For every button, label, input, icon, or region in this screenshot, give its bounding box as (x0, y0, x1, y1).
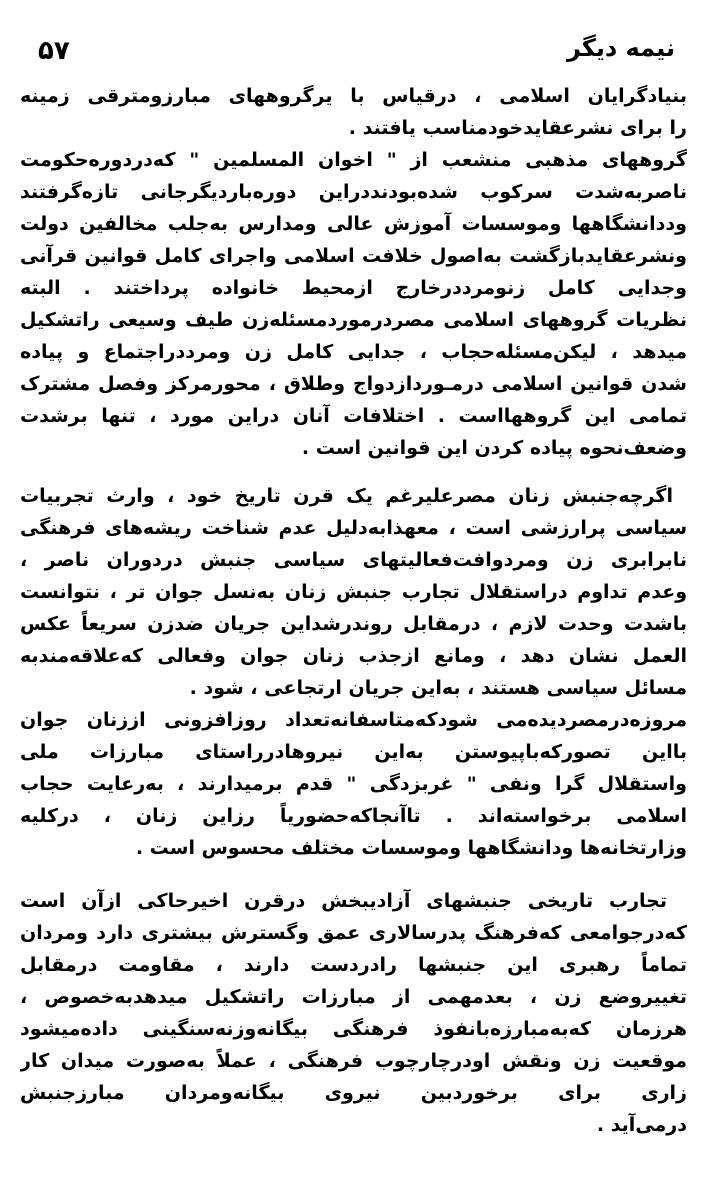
text-line: زاری برای برخوردبین نیروی بیگانەومردان مبارزجنبش (20, 1082, 687, 1104)
running-title: نیمه دیگر (566, 34, 675, 62)
text-line: ونشرعقایدبازگشت بەاصول خلافت اسلامی واجرای کامل قوانین قرآنی (20, 245, 687, 267)
text-line: گروههای مذهبی منشعب از " اخوان المسلمین " کەدردورەحکومت (20, 149, 687, 171)
text-line: باشدت وحدت لازم ، درمقابل روندرشداین جریان ضدزن سریعاً عکس (20, 613, 687, 635)
text-line: بااین تصورکەباپیوستن بەاین نیروهادرراستای مبارزات ملی (20, 741, 687, 763)
text-line: کەدرجوامعی کەفرهنگ پدرسالاری عمق وگسترش بیشتری دارد ومردان (20, 922, 687, 944)
text-line: مسائل سیاسی هستند ، بەاین جریان ارتجاعی ، شود . (189, 677, 687, 699)
text-line: وجدایی کامل زنومرددرخارج ازمحیط خانوادە پرداختند . البتە (20, 277, 687, 299)
text-line: نظریات گروههای اسلامی مصردرموردمسئلەزن طیف وسیعی راتشکیل (20, 309, 687, 331)
text-line: موقعیت زن ونقش اودرچارچوب فرهنگی ، عملاً بەصورت میدان کار (20, 1050, 687, 1072)
text-line: واستقلال گرا ونفی " غربزدگی " قدم برمیدارند ، بەرعایت حجاب (20, 773, 687, 795)
text-line: سیاسی پرارزشی است ، معهذابەدلیل عدم شناخت ریشەهای فرهنگی (20, 517, 687, 539)
text-line: ناصربەشدت سرکوب شدەبودنددراین دورەباردیگرجانی تازەگرفتند (20, 181, 687, 203)
text-line: تمامی این گروههااست . اختلافات آنان دراین مورد ، تنها برشدت (20, 405, 687, 427)
text-line: مروزەدرمصردیدەمی شودکەمتاسفانەتعداد روزافزونی اززنان جوان (20, 709, 687, 731)
text-line: درمی‌آید . (596, 1114, 687, 1136)
text-line: وزارتخانەها ودانشگاهها وموسسات مختلف محسوس است . (135, 837, 687, 859)
text-line: تغییروضع زن ، بعدمهمی از مبارزات راتشکیل میدهدبەخصوص ، (20, 986, 687, 1008)
text-line: نابرابری زن ومردوافت‌فعالیتهای سیاسی جنبش دردوران ناصر ، (20, 549, 687, 571)
page-header (20, 14, 687, 66)
text-line: اسلامی برخواستەاند . تاآنجاکەحضوریاً رزاین زنان ، درکلیە (20, 805, 687, 827)
text-line: وعدم تداوم دراستقلال تجارب جنبش زنان بەنسل جوان تر ، نتوانست (20, 581, 687, 603)
page-number: ۵۷ (38, 36, 70, 66)
text-line: میدهد ، لیکن‌مسئلەحجاب ، جدایی کامل زن ومرددراجتماع و پیادە (20, 341, 687, 363)
text-line: تماماً رهبری این جنبشها رادردست دارند ، مقاومت درمقابل (20, 954, 687, 976)
text-line: وددانشگاهها وموسسات آموزش عالی ومدارس بەجلب مخالفین دولت (20, 213, 687, 235)
text-line: اگرچەجنبش زنان مصرعلیرغم یک قرن تاریخ خود ، وارث تجربیات (20, 485, 673, 507)
text-line: هرزمان کەبەمبارزەبانفوذ فرهنگی بیگانەوزنەسنگینی دادەمیشود (20, 1018, 687, 1040)
text-line: را برای نشرعقایدخودمناسب یافتند . (348, 117, 687, 139)
text-line: تجارب تاریخی جنبشهای آزادیبخش درقرن اخیرحاکی ازآن است (20, 890, 667, 912)
text-line: العمل نشان دهد ، ومانع ازجذب زنان جوان وفعالی کەعلاقەمندبە (20, 645, 687, 667)
text-line: بنیادگرایان اسلامی ، درقیاس با یرگروههای مبارزومترقی زمینه (20, 85, 687, 107)
text-line: وضعف‌نحوە پیادە کردن این قوانین است . (301, 437, 687, 459)
text-line: شدن قوانین اسلامی درمـوردازدواج وطلاق ، محورمرکز وفصل مشترک (20, 373, 687, 395)
